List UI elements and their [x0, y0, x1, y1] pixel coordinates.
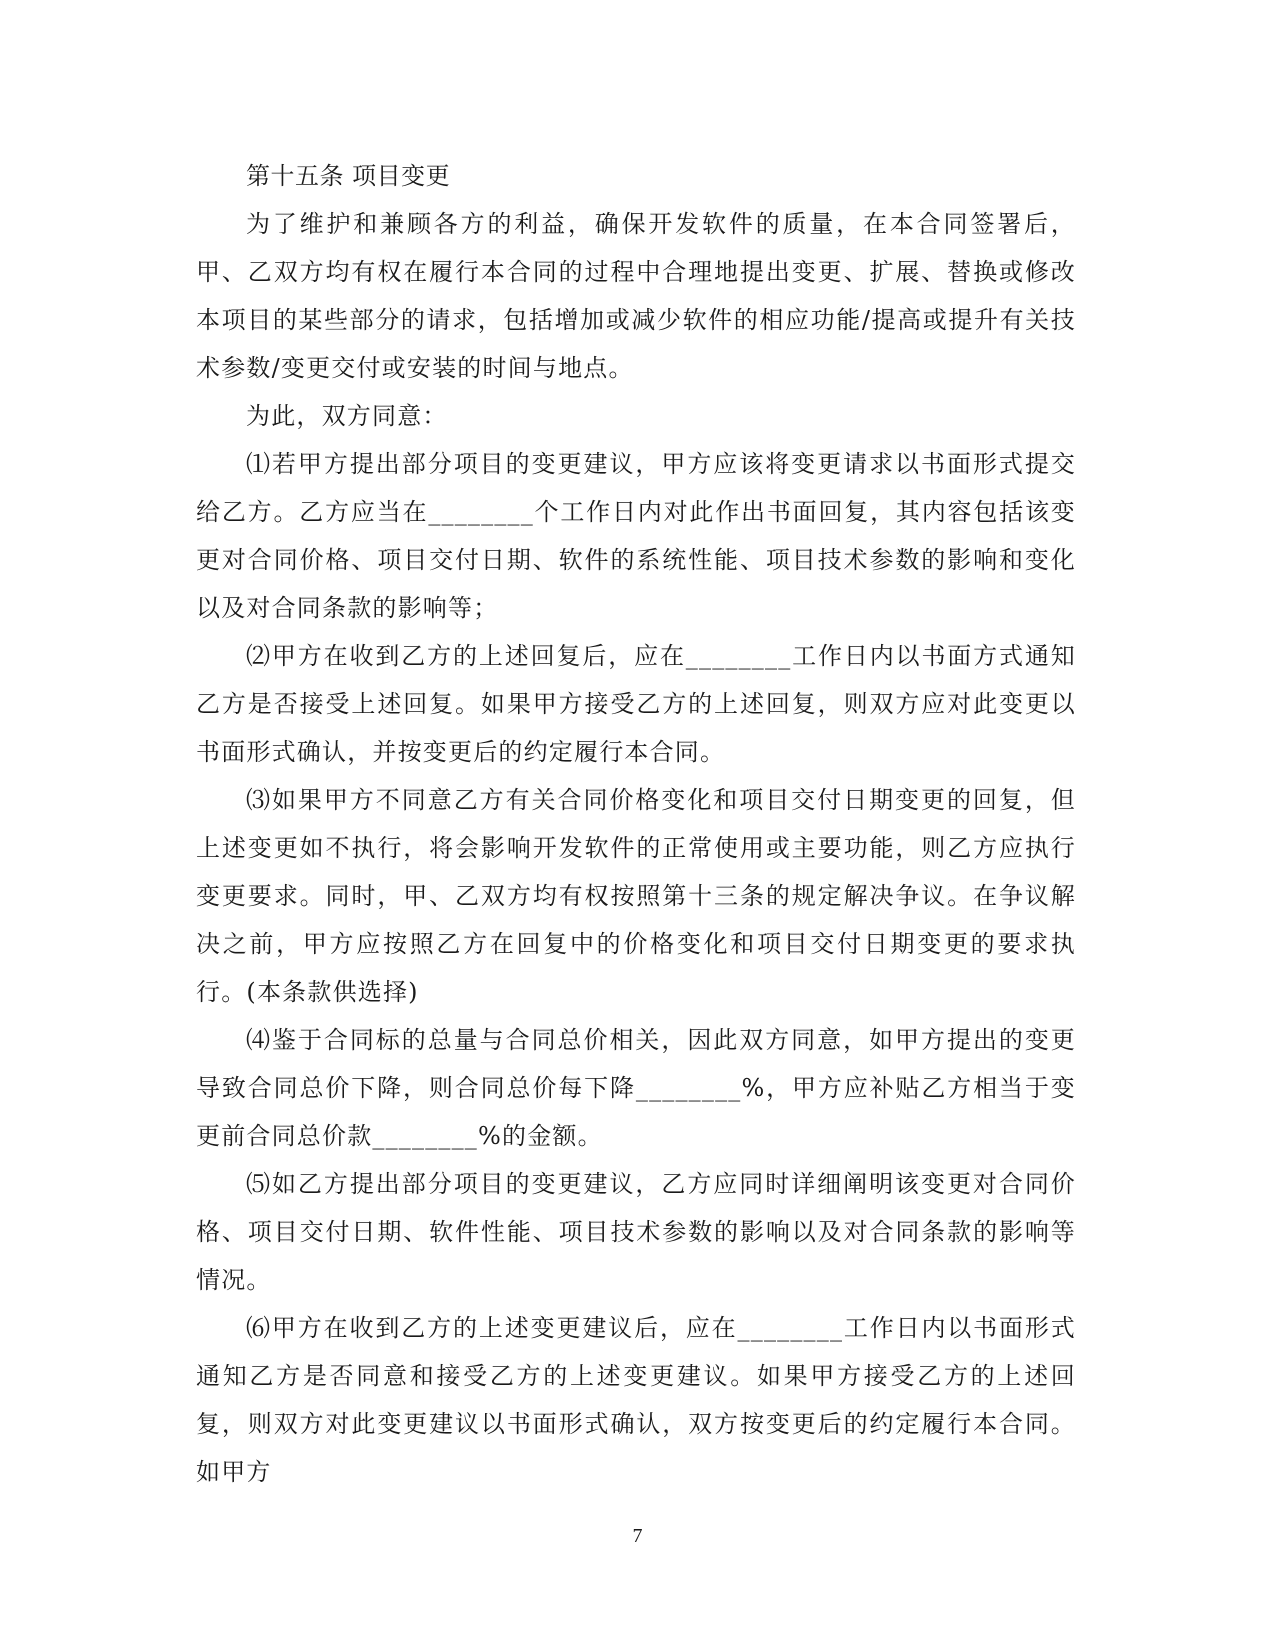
clause-1: ⑴若甲方提出部分项目的变更建议，甲方应该将变更请求以书面形式提交给乙方。乙方应当在________个工作日内对此作出书面回复，其内容包括该变更对合同价格、项目交付日期、软件的系统性能、项目技术参数的影响和变化以及对合同条款的影响等； — [196, 450, 1076, 622]
paragraph-agreement: 为此，双方同意： — [246, 402, 448, 430]
paragraph-intro: 为了维护和兼顾各方的利益，确保开发软件的质量，在本合同签署后，甲、乙双方均有权在履行本合同的过程中合理地提出变更、扩展、替换或修改本项目的某些部分的请求，包括增加或减少软件的相应功能/提高或提升有关技术参数/变更交付或安装的时间与地点。 — [196, 210, 1076, 382]
clause-4: ⑷鉴于合同标的总量与合同总价相关，因此双方同意，如甲方提出的变更导致合同总价下降，则合同总价每下降________%，甲方应补贴乙方相当于变更前合同总价款________%的金额。 — [196, 1026, 1076, 1150]
page-number: 7 — [632, 1525, 643, 1547]
clause-2: ⑵甲方在收到乙方的上述回复后，应在________工作日内以书面方式通知乙方是否接受上述回复。如果甲方接受乙方的上述回复，则双方应对此变更以书面形式确认，并按变更后的约定履行本合同。 — [196, 642, 1076, 766]
clause-5: ⑸如乙方提出部分项目的变更建议，乙方应同时详细阐明该变更对合同价格、项目交付日期、软件性能、项目技术参数的影响以及对合同条款的影响等情况。 — [196, 1170, 1076, 1294]
clause-6: ⑹甲方在收到乙方的上述变更建议后，应在________工作日内以书面形式通知乙方是否同意和接受乙方的上述变更建议。如果甲方接受乙方的上述回复，则双方对此变更建议以书面形式确认，双方按变更后的约定履行本合同。如甲方 — [196, 1314, 1076, 1486]
clause-3: ⑶如果甲方不同意乙方有关合同价格变化和项目交付日期变更的回复，但上述变更如不执行，将会影响开发软件的正常使用或主要功能，则乙方应执行变更要求。同时，甲、乙双方均有权按照第十三条的规定解决争议。在争议解决之前，甲方应按照乙方在回复中的价格变化和项目交付日期变更的要求执行。(本条款供选择) — [196, 786, 1076, 1006]
document-body — [196, 152, 1076, 1496]
article-heading: 第十五条 项目变更 — [246, 162, 451, 190]
